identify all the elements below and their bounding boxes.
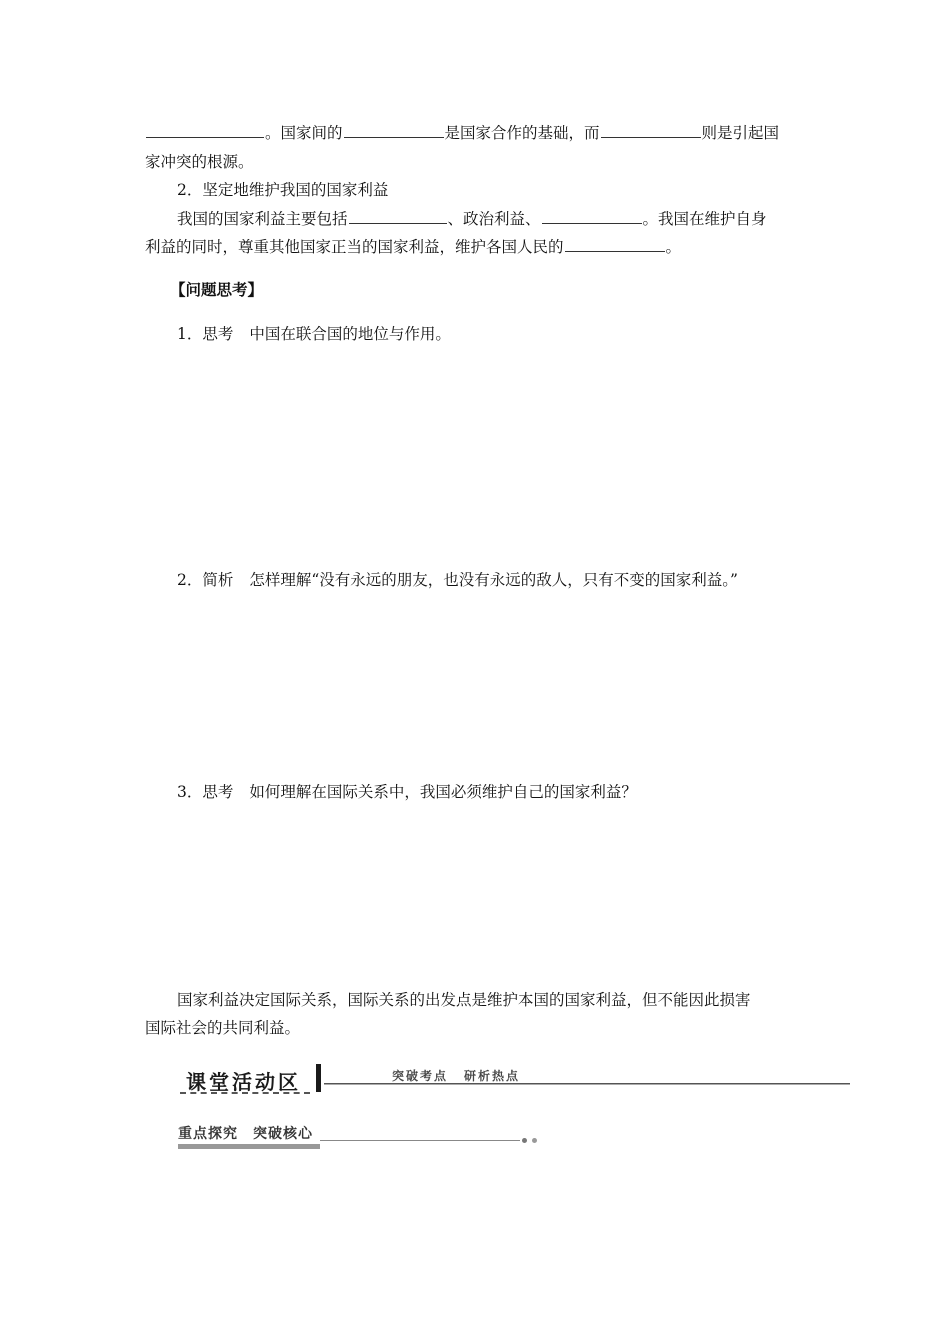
summary-line-2: 国际社会的共同利益。 bbox=[145, 1019, 301, 1037]
section2-line-2: 利益的同时，尊重其他国家正当的国家利益，维护各国人民的 。 bbox=[145, 238, 682, 256]
subsection-heading bbox=[178, 1123, 548, 1153]
fill-blank[interactable] bbox=[542, 208, 642, 224]
banner-title: 课堂活动区 bbox=[186, 1070, 301, 1094]
question-item bbox=[177, 782, 637, 802]
fill-blank[interactable] bbox=[344, 122, 444, 138]
question-text: 如何理解在国际关系中，我国必须维护自己的国家利益？ bbox=[249, 783, 637, 801]
section2-line-1: 我国的国家利益主要包括 、政治利益、 。我国在维护自身 bbox=[177, 210, 767, 228]
question-item bbox=[177, 324, 451, 344]
subsection-rule bbox=[320, 1140, 520, 1141]
section-heading: 2．坚定地维护我国的国家利益 bbox=[177, 181, 389, 199]
intro-line-2: 家冲突的根源。 bbox=[145, 153, 254, 171]
section-banner bbox=[178, 1062, 850, 1096]
question-label: 1．思考 bbox=[177, 325, 234, 343]
fill-blank[interactable] bbox=[349, 208, 447, 224]
question-item bbox=[177, 570, 738, 590]
banner-divider bbox=[316, 1064, 321, 1092]
question-text: 怎样理解“没有永远的朋友，也没有永远的敌人，只有不变的国家利益。” bbox=[249, 571, 738, 589]
banner-subtitle: 突破考点 研析热点 bbox=[392, 1069, 521, 1083]
subsection-title: 重点探究 突破核心 bbox=[178, 1126, 313, 1142]
fill-blank[interactable] bbox=[146, 122, 264, 138]
summary-line-1: 国家利益决定国际关系，国际关系的出发点是维护本国的国家利益，但不能因此损害 bbox=[177, 991, 751, 1009]
banner-underline bbox=[180, 1092, 310, 1094]
questions-header: 【问题思考】 bbox=[170, 280, 264, 299]
subsection-bar bbox=[178, 1144, 320, 1149]
banner-rule bbox=[324, 1083, 850, 1085]
question-label: 2．简析 bbox=[177, 571, 234, 589]
intro-line-1: 。国家间的 是国家合作的基础，而 则是引起国 bbox=[145, 122, 779, 143]
question-label: 3．思考 bbox=[177, 783, 234, 801]
dot-icon bbox=[522, 1138, 527, 1143]
fill-blank[interactable] bbox=[565, 236, 665, 252]
question-text: 中国在联合国的地位与作用。 bbox=[249, 325, 451, 343]
fill-blank[interactable] bbox=[601, 122, 701, 138]
dot-icon bbox=[532, 1138, 537, 1143]
